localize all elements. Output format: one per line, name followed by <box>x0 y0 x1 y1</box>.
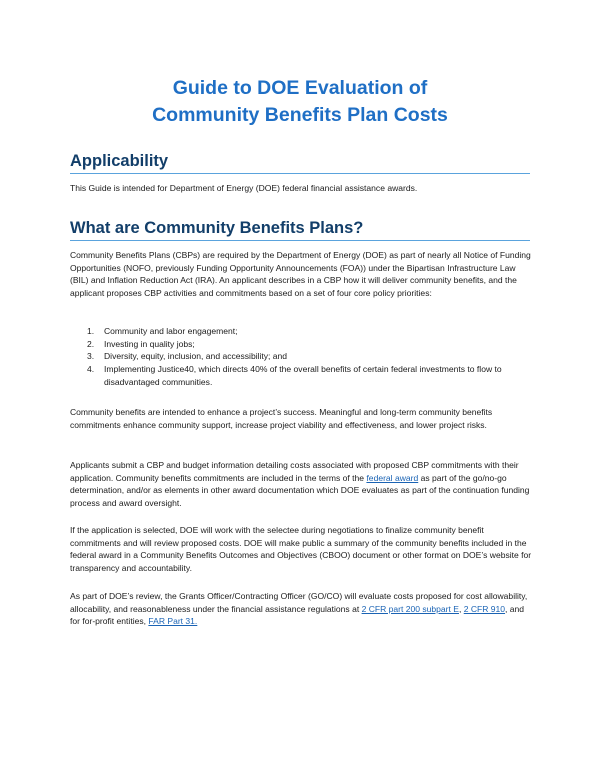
list-item <box>70 338 532 351</box>
list-item-text: Investing in quality jobs; <box>104 338 195 349</box>
list-item-number: 2. <box>87 338 95 349</box>
list-item-text: Implementing Justice40, which directs 40% of the overall benefits of certain federal investments to flow to disadvantaged communities. <box>104 364 502 387</box>
paragraph-text: , <box>458 603 464 614</box>
section-divider <box>70 173 530 174</box>
document-title-line-1: Guide to DOE Evaluation of <box>172 77 428 99</box>
applicability-heading: Applicability <box>70 152 169 170</box>
cbp-application-paragraph <box>70 459 532 510</box>
list-item <box>70 325 532 338</box>
core-policy-priorities-list <box>70 325 532 389</box>
section-divider <box>70 240 530 241</box>
document-title-line-2: Community Benefits Plan Costs <box>152 104 448 126</box>
list-item <box>70 350 532 363</box>
list-item-number: 3. <box>87 351 95 362</box>
far-part-31-link[interactable]: FAR Part 31. <box>148 616 198 627</box>
cfr-910-link[interactable]: 2 CFR 910 <box>463 603 506 614</box>
cbp-intro-paragraph: Community Benefits Plans (CBPs) are required by the Department of Energy (DOE) as part of nearly all Notice of Funding Opportunities (NOFO, previously Funding Opportunity Announcements (FOA)) under the Bipartisan Infrastructure Law (BIL) and Inflation Reduction Act (IRA). An applicant describes in a CBP how it will deliver community benefits, and the applicant proposes CBP activities and commitments based on a set of four core policy priorities: <box>70 250 531 299</box>
cfr-200-subpart-e-link[interactable]: 2 CFR part 200 subpart E <box>361 603 459 614</box>
paragraph-text: as part of the go/no-go determination, and/or as elements in other award documentation which DOE evaluates as part of the continuation funding process and award oversight. <box>70 472 530 509</box>
cbp-review-paragraph <box>70 590 532 628</box>
paragraph-text: As part of DOE’s review, the Grants Officer/Contracting Officer (GO/CO) will evaluate costs proposed for cost allowability, allocability, and reasonableness under the financial assistance regulations at <box>70 591 528 614</box>
applicability-text: This Guide is intended for Department of Energy (DOE) federal financial assistance awards. <box>70 183 418 193</box>
list-item-text: Diversity, equity, inclusion, and accessibility; and <box>104 351 288 362</box>
cbp-benefits-paragraph: Community benefits are intended to enhance a project’s success. Meaningful and long-term community benefits commitments enhance community support, increase project viability and effectiveness, and lower project risks. <box>70 407 493 430</box>
paragraph-text: Applicants submit a CBP and budget information detailing costs associated with proposed CBP commitments with their application. Community benefits commitments are included in the terms of the <box>70 460 519 483</box>
paragraph-text: , and for for-profit entities, <box>70 603 525 627</box>
cbp-heading: What are Community Benefits Plans? <box>70 219 364 237</box>
cbp-negotiation-paragraph: If the application is selected, DOE will work with the selectee during negotiations to finalize community benefit commitments and will review proposed costs. DOE will make public a summary of the community benefits included in the federal award in a Community Benefits Outcomes and Objectives (CBOO) document or other format on DOE’s website for transparency and accountability. <box>70 525 532 574</box>
list-item-number: 1. <box>87 326 95 336</box>
list-item <box>70 363 532 388</box>
list-item-text: Community and labor engagement; <box>104 326 238 336</box>
federal-award-link[interactable]: federal award <box>366 472 419 483</box>
list-item-number: 4. <box>87 364 95 375</box>
